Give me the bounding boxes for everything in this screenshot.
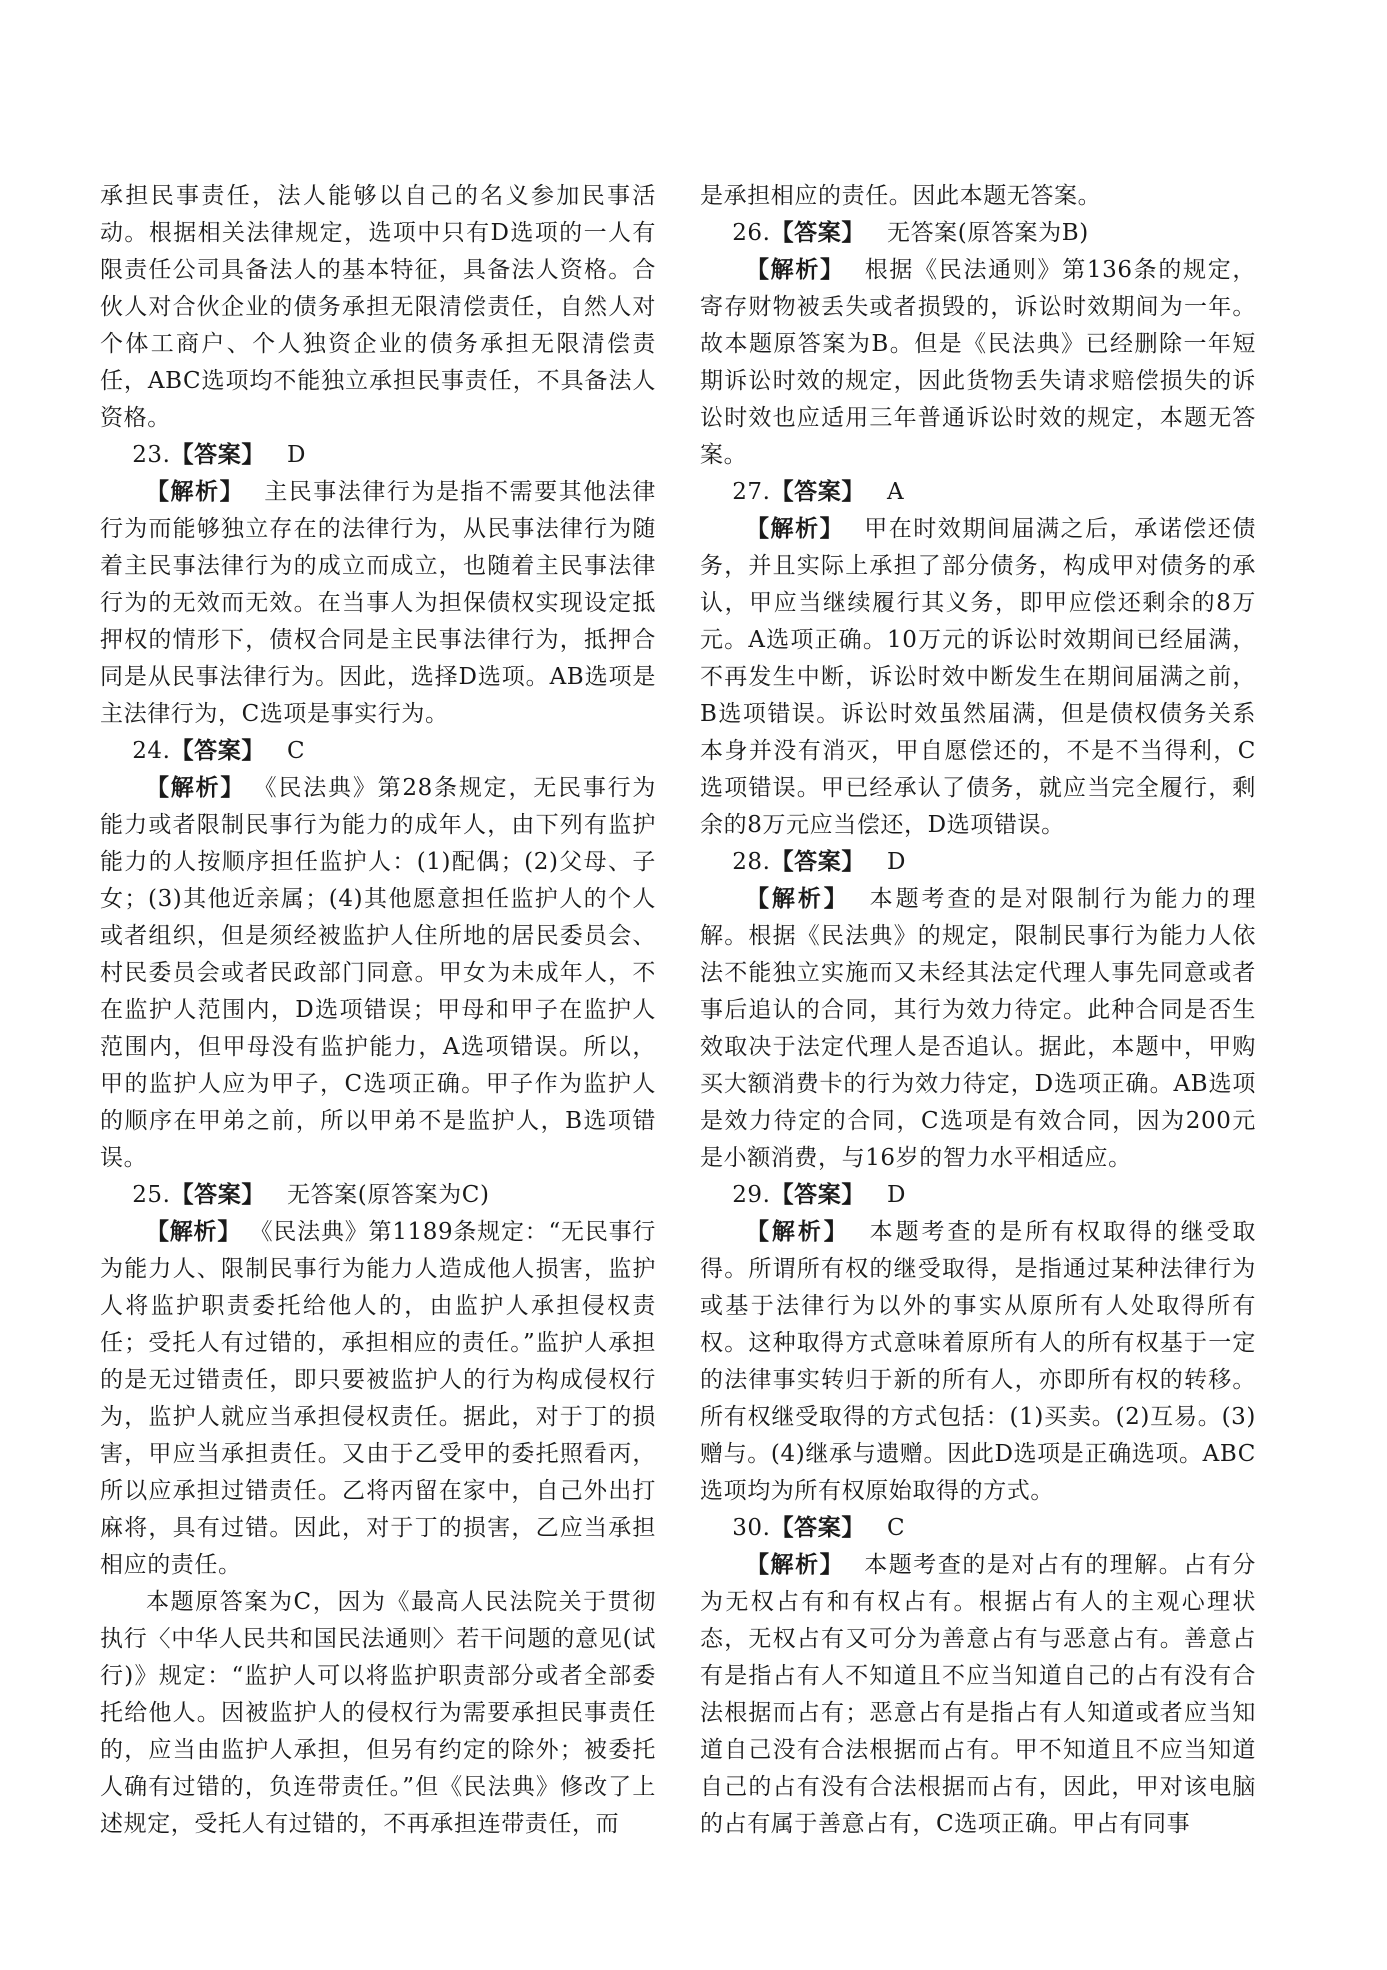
analysis-paragraph-26 [700,252,1256,474]
continued-paragraph: 是承担相应的责任。因此本题无答案。 [700,183,1102,209]
answer-value: D [886,849,907,875]
answer-tag: 【答案】 [170,738,265,764]
answer-line-29 [700,1177,1256,1214]
answer-value: D [286,442,307,468]
question-number: 29. [732,1182,771,1208]
question-number: 28. [732,849,771,875]
analysis-tag: 【解析】 [746,1219,850,1245]
analysis-text: 《民法典》第1189条规定：“无民事行为能力人、限制民事行为能力人造成他人损害，监护人将监护职责委托给他人的，由监护人承担侵权责任；受托人有过错的，承担相应的责任。”监护人承担的是无过错责任，即只要被监护人的行为构成侵权行为，监护人就应当承担侵权责任。据此，对于丁的损害，甲应当承担责任。又由于乙受甲的委托照看丙，所以应承担过错责任。乙将丙留在家中，自己外出打麻将，具有过错。因此，对于丁的损害，乙应当承担相应的责任。 [100,1219,656,1578]
analysis-text: 《民法典》第28条规定，无民事行为能力或者限制民事行为能力的成年人，由下列有监护能力的人按顺序担任监护人：(1)配偶；(2)父母、子女；(3)其他近亲属；(4)其他愿意担任监护人的个人或者组织，但是须经被监护人住所地的居民委员会、村民委员会或者民政部门同意。甲女为未成年人，不在监护人范围内，D选项错误；甲母和甲子在监护人范围内，但甲母没有监护能力，A选项错误。所以，甲的监护人应为甲子，C选项正确。甲子作为监护人的顺序在甲弟之前，所以甲弟不是监护人，B选项错误。 [100,775,657,1171]
answer-value: C [286,738,306,764]
analysis-paragraph-24 [100,770,656,1177]
answer-tag: 【答案】 [770,1515,865,1541]
answer-value: 无答案(原答案为B) [886,220,1089,246]
analysis-paragraph-30 [700,1547,1256,1843]
analysis-tag: 【解析】 [746,1552,845,1578]
analysis-text: 本题考查的是对占有的理解。占有分为无权占有和有权占有。根据占有人的主观心理状态，无权占有又可分为善意占有与恶意占有。善意占有是指占有人不知道且不应当知道自己的占有没有合法根据而占有；恶意占有是指占有人知道或者应当知道自己没有合法根据而占有。甲不知道且不应当知道自己的占有没有合法根据而占有，因此，甲对该电脑的占有属于善意占有，C选项正确。甲占有同事 [700,1552,1256,1837]
answer-tag: 【答案】 [170,442,265,468]
answer-line-27 [700,474,1256,511]
analysis-paragraph-27 [700,511,1256,844]
analysis-paragraph-25 [100,1214,656,1584]
analysis-tag: 【解析】 [746,886,850,912]
analysis-text: 本题考查的是所有权取得的继受取得。所谓所有权的继受取得，是指通过某种法律行为或基于法律行为以外的事实从原所有人处取得所有权。这种取得方式意味着原所有人的所有权基于一定的法律事实转归于新的所有人，亦即所有权的转移。所有权继受取得的方式包括：(1)买卖。(2)互易。(3)赠与。(4)继承与遗赠。因此D选项是正确选项。ABC选项均为所有权原始取得的方式。 [700,1219,1257,1504]
analysis-text: 本题考查的是对限制行为能力的理解。根据《民法典》的规定，限制民事行为能力人依法不能独立实施而又未经其法定代理人事先同意或者事后追认的合同，其行为效力待定。此种合同是否生效取决于法定代理人是否追认。据此，本题中，甲购买大额消费卡的行为效力待定，D选项正确。AB选项是效力待定的合同，C选项是有效合同，因为200元是小额消费，与16岁的智力水平相适应。 [700,886,1257,1171]
answer-tag: 【答案】 [770,849,865,875]
answer-tag: 【答案】 [770,1182,865,1208]
question-number: 30. [732,1515,771,1541]
answer-line-25 [100,1177,656,1214]
answer-line-30 [700,1510,1256,1547]
left-column [100,178,656,1843]
question-number: 26. [732,220,771,246]
question-number: 25. [132,1182,171,1208]
right-column [700,178,1256,1843]
analysis-tag: 【解析】 [146,775,246,801]
analysis-tag: 【解析】 [146,479,245,505]
answer-tag: 【答案】 [770,479,865,505]
answer-tag: 【答案】 [170,1182,265,1208]
question-number: 27. [732,479,771,505]
continued-paragraph: 承担民事责任，法人能够以自己的名义参加民事活动。根据相关法律规定，选项中只有D选项的一人有限责任公司具备法人的基本特征，具备法人资格。合伙人对合伙企业的债务承担无限清偿责任，自然人对个体工商户、个人独资企业的债务承担无限清偿责任，ABC选项均不能独立承担民事责任，不具备法人资格。 [100,183,656,431]
analysis-tag: 【解析】 [746,257,845,283]
answer-tag: 【答案】 [770,220,865,246]
answer-line-28 [700,844,1256,881]
analysis-tag: 【解析】 [146,1219,242,1245]
answer-value: C [886,1515,906,1541]
answer-line-24 [100,733,656,770]
analysis-paragraph-29 [700,1214,1256,1510]
analysis-text: 甲在时效期间届满之后，承诺偿还债务，并且实际上承担了部分债务，构成甲对债务的承认，甲应当继续履行其义务，即甲应偿还剩余的8万元。A选项正确。10万元的诉讼时效期间已经届满，不再发生中断，诉讼时效中断发生在期间届满之前，B选项错误。诉讼时效虽然届满，但是债权债务关系本身并没有消灭，甲自愿偿还的，不是不当得利，C选项错误。甲已经承认了债务，就应当完全履行，剩余的8万元应当偿还，D选项错误。 [700,516,1256,838]
answer-value: D [886,1182,907,1208]
analysis-paragraph-23 [100,474,656,733]
answer-line-26 [700,215,1256,252]
analysis-text: 主民事法律行为是指不需要其他法律行为而能够独立存在的法律行为，从民事法律行为随着主民事法律行为的成立而成立，也随着主民事法律行为的无效而无效。在当事人为担保债权实现设定抵押权的情形下，债权合同是主民事法律行为，抵押合同是从民事法律行为。因此，选择D选项。AB选项是主法律行为，C选项是事实行为。 [100,479,656,727]
analysis-text: 根据《民法通则》第136条的规定，寄存财物被丢失或者损毁的，诉讼时效期间为一年。故本题原答案为B。但是《民法典》已经删除一年短期诉讼时效的规定，因此货物丢失请求赔偿损失的诉讼时效也应适用三年普通诉讼时效的规定，本题无答案。 [700,257,1256,468]
question-number: 24. [132,738,171,764]
analysis-tag: 【解析】 [746,516,845,542]
answer-line-23 [100,437,656,474]
answer-value: A [886,479,905,505]
extra-paragraph-25: 本题原答案为C，因为《最高人民法院关于贯彻执行〈中华人民共和国民法通则〉若干问题的意见(试行)》规定：“监护人可以将监护职责部分或者全部委托给他人。因被监护人的侵权行为需要承担民事责任的，应当由监护人承担，但另有约定的除外；被委托人确有过错的，负连带责任。”但《民法典》修改了上述规定，受托人有过错的，不再承担连带责任，而 [100,1589,656,1837]
answer-value: 无答案(原答案为C) [286,1182,490,1208]
question-number: 23. [132,442,171,468]
analysis-paragraph-28 [700,881,1256,1177]
